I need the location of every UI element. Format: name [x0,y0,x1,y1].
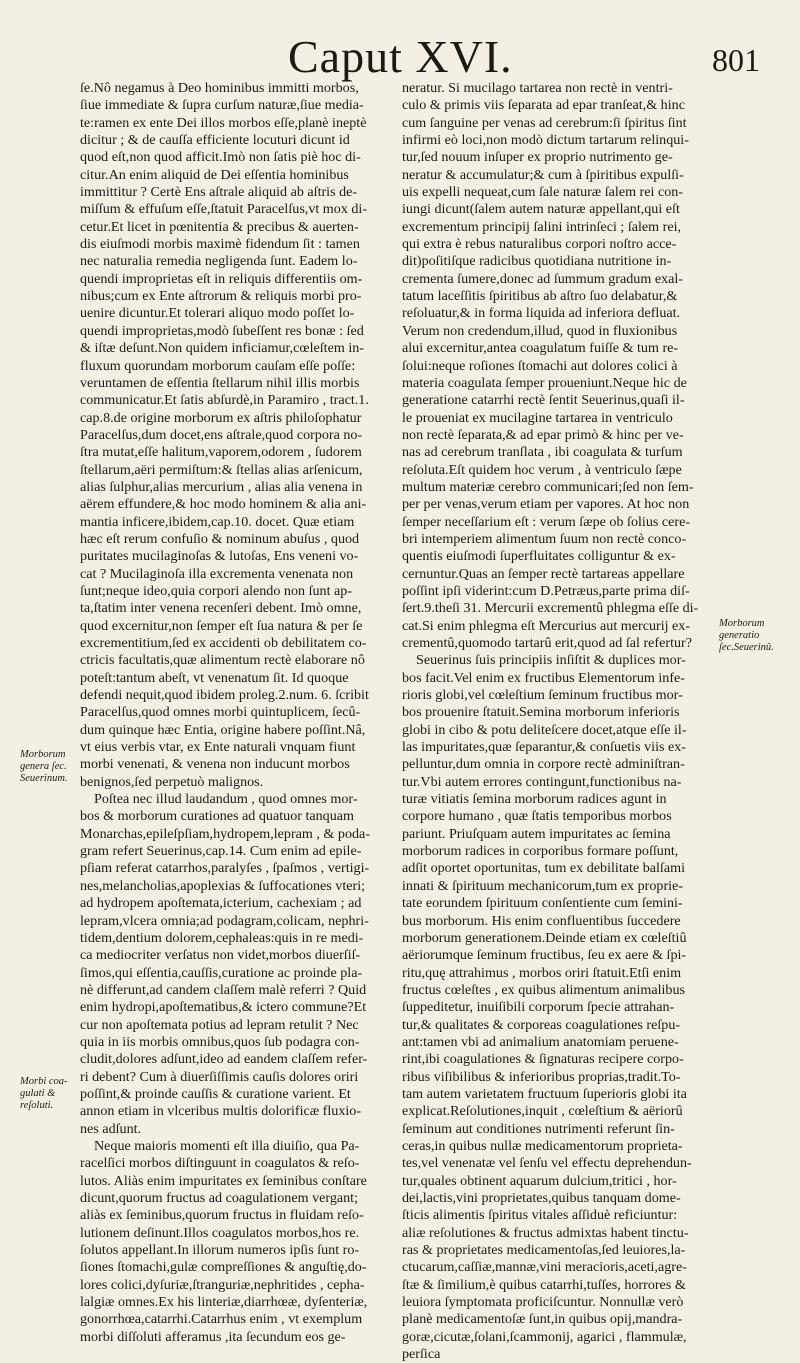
text-line: ſtellarum,aëri permiſtum:& ſtellas alias arſenicum, [80,461,363,478]
text-line: ſolutos appellant.In illorum numeros ipſis ſunt ro- [80,1242,360,1259]
text-line: cernuntur.Quas an ſemper rectè tartareas appellare [402,565,685,582]
text-line: ſeminum aut conditiones nutrimenti referunt ſin- [402,1120,675,1137]
text-line: benignos,ſed perpetuò malignos. [80,773,264,790]
text-line: lutionem deſinunt.Illos coagulatos morbos,hos re. [80,1224,360,1241]
text-line: communicatur.Et ſatis abſurdè,in Paramiro , tract.1. [80,392,369,409]
chapter-title: Caput XVI. [288,31,513,82]
text-line: uis expelli nequeat,cum ſale naturæ ſalem rei con- [402,184,683,201]
margin-note-line: Morborum [719,618,765,629]
text-line: cur non apoſtemata potius ad lepram retulit ? Nec [80,1016,359,1033]
text-line: aëriorumque ſeminum fructibus, ſeu ex aere & ſpi- [402,947,687,964]
text-line: morbi venenati, & venena non inducunt morbos [80,756,350,773]
text-line: Paracelſus,dum docet,ens aſtrale,quod corpora no- [80,426,363,443]
text-line: ant:tamen vbi ad animalium anatomiam peruene- [402,1033,679,1050]
text-line: ſimos,qui eſſentia,cauſſis,curatione ac proinde pla- [80,964,363,981]
text-line: lalgiæ omnes.Ex his linteriæ,diarrhœæ, dyſenteriæ, [80,1294,368,1311]
text-line: & iſtæ deſunt.Non quidem inficiamur,cœleſtem in- [80,340,364,357]
text-line: per per venas,verum etiam per vapores. At hoc non [402,496,690,513]
text-line: ceras,in quibus nullæ medicamentorum proprieta- [402,1137,683,1154]
text-line: poteſt:tantum abeſt, vt venenatum ſit. Id quoque [80,669,349,686]
text-line: goræ,cicutæ,ſolani,ſcammonij, agarici , flammulæ, [402,1328,687,1345]
text-line: gram refert Seuerinus,cap.14. Cum enim ad epile- [80,843,362,860]
text-line: ſuppeditetur, inuiſibili corporum ſpecie attrahan- [402,999,675,1016]
text-line: neratur. Si mucilago tartarea non rectè in ventri- [402,80,673,96]
text-line: excrementitium,ſed ex accidenti ob debilitatem co- [80,635,367,651]
text-line: gonorrhœa,catarrhi.Catarrhus enim , vt exemplum [80,1311,363,1328]
text-line: excrementum principij ſalini intrinſeci ; ſalem rei, [402,218,682,235]
text-line: immittitur ? Certè Ens aſtrale aliquid ab aſtris de- [80,184,358,201]
text-line: generatione catarrhi rectè ſentit Seuerinus,quaſi il- [402,392,685,409]
text-line: dicunt,quorum fructus ad coagulationem vergant; [80,1190,359,1206]
text-line: alias ſulphur,alias mercurium , alias alia venena in [80,478,363,495]
margin-note-line: Seuerinum. [20,773,68,784]
text-line: nas ad cerebrum tranſlata , ibi coagulata & turſum [402,444,683,461]
text-line: morbi diſſoluti afferamus ,ita ſecundum eos ge- [80,1328,346,1345]
text-line: aërem effundere,& hoc modo hominem & alia ani- [80,496,367,513]
text-line: pariunt. Priuſquam autem impuritates ac ſemina [402,825,671,842]
page-number: 801 [712,42,760,78]
text-line: cetur.Et licet in pœnitentia & precibus & auerten- [80,218,359,235]
left-column [80,80,396,1346]
text-line: iungi dicunt(ſalem autem naturæ appellant,qui eſt [402,201,680,218]
text-line: quentis eiuſmodi ſuperfluitates colliguntur & ex- [402,548,676,565]
text-line: adſit oportet oportunitas, tum ex debilitate balſami [402,860,685,877]
text-line: enim hydropi,apoſtematibus,& ictero commune?Et [80,999,367,1016]
text-line: dis eiuſmodi morbis maximè fidendum ſit : tamen [80,236,360,253]
text-line: ſtæ & ſimilium,è quibus catarrhi,tuſſes, horrores & [402,1276,686,1293]
margin-note-morborum-genera [20,749,68,785]
margin-note-morbi-coagulati [20,1076,68,1112]
text-line: ſe.Nô negamus à Deo hominibus immitti morbos, [80,80,359,96]
text-line: nè differunt,ad candem claſſem malè referri ? Quid [80,981,367,998]
text-line: cat.Si enim phlegma eſt Mercurius aut mercurij ex- [402,617,691,634]
text-line: Paracelſus,quod omnes morbi quintuplicem, ſecû- [80,704,361,721]
text-line: miſſum & effuſum eſſe,ſtatuit Paracelſus,vt mox di- [80,201,368,218]
text-line: ta,ſtatim inter venena recenſeri debent. Imò omne, [80,600,362,617]
text-line: te:ramen ex ente Dei illos morbos eſſe,planè ineptè [80,114,367,131]
text-line: planè medicamentoſæ ſunt,in quibus opij,mandra- [402,1311,683,1328]
text-line: dit)poſitiſque radicibus quotidiana nutritione in- [402,253,672,270]
text-line: tur,ſed nouum inſuper ex proprio nutrimento ge- [402,149,673,166]
text-line: corpore humano , quæ ſtatis temporibus morbos [402,808,672,825]
text-line: puritates mucilaginoſas & lutoſas, Ens veneni vo- [80,548,359,565]
text-line: innati & ſpirituum mechanicorum,tum ex proprie- [402,877,684,894]
margin-note-line: reſoluti. [20,1100,54,1111]
text-line: Neque maioris momenti eſt illa diuiſio, qua Pa- [94,1137,360,1154]
text-line: citur.An enim aliquid de Dei eſſentia hominibus [80,166,349,183]
text-line: morborum generationem.Deinde etiam ex cœleſtiû [402,929,687,946]
text-line: ribus viſibilibus & inferioribus proprias,tradit.To- [402,1068,681,1085]
text-line: hæc eſt rerum confuſio & nominum abuſus , quod [80,530,360,547]
text-line: quendi improprietas,modò ſubeſſent res bonæ : ſed [80,322,364,339]
text-line: ad hydropem apoſtemata,icterium, cachexiam ; ad [80,895,362,912]
margin-note-line: Morborum [20,749,66,760]
text-line: fructus cœleſtes , ex quibus alimentum animalibus [402,981,685,998]
text-line: tes,vel venenatæ vel ſenſu vel effectu deprehendun- [402,1155,692,1172]
text-line: non rectè ſeparata,& ad epar primò & hinc per ve- [402,426,684,443]
text-line: lutos. Aliàs enim impuritates ex ſeminibus conſtare [80,1172,367,1189]
text-line: quendi improprietas eſt in reliquis differentiis om- [80,270,363,287]
text-line: ſiue immediate & ſupra curſum naturæ,ſiue media- [80,97,364,114]
text-line: reſoluta.Eſt quidem hoc verum , à ventriculo ſæpe [402,461,682,478]
text-line: ſolui:neque roſiones ſtomachi aut dolores colici à [402,357,678,374]
text-line: turæ vitiatis ſemina morborum radices agunt in [402,791,667,808]
text-line: quod eſt,non quod afficit.Imò non ſatis piè hoc di- [80,149,361,166]
text-line: bri intemperiem alimentum ſuum non rectè conco- [402,530,687,547]
text-line: crementa ſumere,donec ad ſummum gradum exal- [402,270,683,287]
text-line: leuiora ſymptomata proficiſcuntur. Nonnullæ verò [402,1294,684,1311]
text-line: nes,melancholias,apoplexias & ſuffocationes vteri; [80,877,366,894]
text-line: cludit,dolores adſunt,ideo ad eandem claſſem refer- [80,1051,368,1068]
text-line: bos & morborum curationes ad quatuor tanquam [80,808,354,825]
text-line: qui extra è rebus naturalibus corpori noſtro acce- [402,236,677,253]
margin-note-line: ſec.Seuerinû. [719,642,774,653]
text-line: annon etiam in vlceribus multis dolorificæ fluxio- [80,1103,362,1120]
text-line: ca mediocriter verſatus non videt,morbos diuerſiſ- [80,947,361,964]
text-line: morborum radices in corporibus formare poſſunt, [402,843,679,860]
text-line: Poſtea nec illud laudandum , quod omnes mor- [94,791,358,808]
text-line: vt eius verbis vtar, ex Ente naturali vnquam fiunt [80,739,356,756]
page-header [0,22,800,82]
text-line: nec naturalia remedia negligenda ſunt. Eadem lo- [80,253,358,270]
text-line: tur,quales obtinent aquarum dulcium,tritici , hor- [402,1172,677,1189]
text-line: dei,lactis,vini proprietates,quibus tanquam dome- [402,1190,681,1206]
text-line: ſemper neceſſarium eſt : verum ſæpe ob ſolius cere- [402,513,691,530]
text-line: tidem,dentium dolorem,cephaleas:quis in re medi- [80,929,364,946]
text-line: defendi nequit,quod ibidem proleg.2.num. 6. ſcribit [80,687,369,704]
text-line: Verum non credendum,illud, quod in fluxionibus [402,322,678,339]
right-column [402,80,714,1363]
text-line: culo & primis viis ſeparata ad epar tranſeat,& hinc [402,97,685,114]
text-line: quod excernitur,non ſemper eſt ſua natura & per ſe [80,617,363,634]
text-line: ctucarum,caſſiæ,mannæ,vini meracioris,aceti,agre- [402,1259,687,1276]
text-line: perſica [402,1346,441,1363]
text-line: mantia inficere,ibidem,cap.10. docet. Quæ etiam [80,513,355,530]
text-line: cap.8.de origine morborum ex aſtris philoſophatur [80,409,362,426]
text-line: ſiones ſtomachi,gulæ compreſſiones & anguſtię,do- [80,1259,367,1276]
text-line: veruntamen de eſſentia ſtellarum nihil illis morbis [80,374,360,391]
text-line: neratur & accumulatur;& cum à ſpiritibus expulſi- [402,166,684,183]
text-line: quia in iis morbis omnibus,quos ſub podagra con- [80,1033,360,1050]
text-line: cat ? Mucilaginoſa illa excrementa venenata non [80,565,354,582]
text-line: nes adſunt. [80,1120,142,1137]
text-line: tate eorundem ſpirituum conſentiente cum ſemini- [402,895,683,912]
text-line: ri debent? Cum à diuerſiſſimis cauſis dolores oriri [80,1068,359,1085]
text-line: ſert.9.theſi 31. Mercurii excrementû phlegma eſſe di- [402,600,699,617]
text-line: ras & proprietates medicamentoſas,ſed leuiores,la- [402,1242,686,1259]
margin-note-line: Morbi coa- [20,1076,68,1087]
text-line: tatum laceſſitis ſpiritibus ab aſtro ſuo delabatur,& [402,288,678,305]
text-line: lores colici,dyſuriæ,ſtranguriæ,nephritides , cepha- [80,1276,365,1293]
text-line: racelſici morbos diſtinguunt in coagulatos & reſo- [80,1155,360,1172]
text-line: poſſint ipſi viderint:cum D.Petræus,parte prima diſ- [402,582,690,599]
text-line: tur.Vbi autem errores contingunt,functionibus na- [402,773,682,790]
margin-note-line: genera ſec. [20,761,67,772]
text-line: reſoluatur,& in forma liquida ad inferiora defluat. [402,305,681,322]
text-line: aliàs ex ſeminibus,quorum fructus in fluidam reſo- [80,1207,364,1224]
text-line: le proueniat ex mucilagine tartarea in ventriculo [402,409,673,426]
text-line: ſticis alimentis ſpiritus vitales aſſiduè reficiuntur: [402,1207,678,1224]
text-line: nibus;cum ex Ente aſtrorum & reliquis morbi pro- [80,288,362,305]
text-line: cum ſanguine per venas ad cerebrum:ſi ſpiritus ſint [402,114,687,131]
margin-note-line: gulati & [20,1088,56,1099]
text-line: globi in cibo & potu deliteſcere docet,atque eſſe il- [402,721,687,738]
text-line: pſiam referat catarrhos,paralyſes , ſpaſmos , vertigi- [80,860,370,877]
text-line: Monarchas,epileſpſiam,hydropem,lepram , & poda- [80,825,371,842]
text-line: rioris globi,vel cœleſtium ſeminum fructibus mor- [402,687,683,704]
text-line: tam autem varietatem fructuum ſuperioris globi ita [402,1085,687,1102]
text-line: alui excernitur,antea coagulatum fuiſſe & tum re- [402,340,679,357]
text-line: bus morborum. His enim confluentibus ſuccedere [402,912,681,929]
text-line: explicat.Reſolutiones,inquit , cœleſtium & aëriorû [402,1103,683,1120]
text-line: ſunt;neque ideo,quia corpori alendo non ſunt ap- [80,582,353,599]
text-line: materia coagulata ſemper proueniunt.Neque hic de [402,374,687,391]
text-line: aliæ reſolutiones & fructus admixtas habent tinctu- [402,1224,689,1241]
text-line: ritu,quę attrahimus , morbos oriri ſtatuit.Etſi enim [402,964,682,981]
text-line: pelluntur,dum omnia in corpore rectè adminiſtran- [402,756,685,773]
text-line: ctricis facultatis,quæ alimentum rectè elaborare nô [80,652,365,669]
text-line: ſtra mutat,eſſe halitum,vaporem,odorem , ſudorem [80,444,362,461]
margin-note-morborum-generatio [719,618,774,654]
text-line: dum quinque hæc Entia, origine habere poſſint.Nâ, [80,721,366,738]
text-line: dicitur ; & de cauſſa efficiente locuturi dicunt id [80,132,350,149]
margin-note-line: generatio [719,630,760,641]
text-line: fluxum quorundam morborum cauſam eſſe poſſe: [80,357,356,374]
text-line: bos facit.Vel enim ex fructibus Elementorum infe- [402,669,685,686]
text-line: poſſint,& proinde cauſſis & curatione varient. Et [80,1085,351,1102]
text-line: lepram,vlcera omnia;ad podagram,colicam, nephri- [80,912,369,929]
text-line: uenire dicuntur.Et tolerari aliquo modo poſſet lo- [80,305,355,322]
text-line: infirmi eò loci,non modò dictum tartarum relinqui- [402,132,689,149]
text-line: Seuerinus ſuis principiis inſiſtit & duplices mor- [416,652,686,669]
text-line: tur,& qualitates & corporeas coagulationes reſpu- [402,1016,681,1033]
text-line: multum materiæ cerebro communicari;ſed non ſem- [402,478,694,495]
text-line: rint,ibi coagulationes & ſignaturas recipere corpo- [402,1051,684,1068]
text-line: bos prouenire ſtatuit.Semina morborum inferioris [402,704,680,721]
text-line: las impuritates,quæ ſeparantur,& conſuetis viis ex- [402,739,686,756]
text-line: crementû,quomodo tartarû erit,quod ad ſal refertur? [402,635,692,651]
